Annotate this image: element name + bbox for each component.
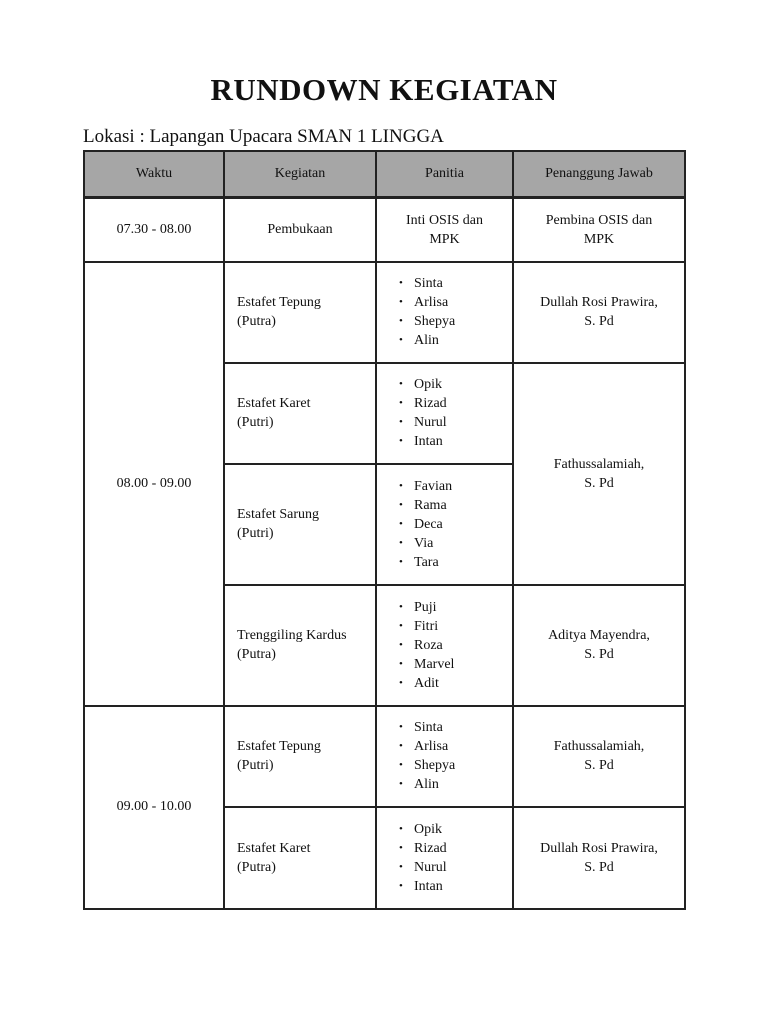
- activity-cell: [224, 464, 376, 585]
- pj-line: Aditya Mayendra,: [548, 628, 650, 643]
- table-row: [84, 706, 685, 807]
- activity-name: Estafet Tepung: [237, 295, 321, 310]
- panitia-cell: [376, 198, 513, 262]
- time-cell: 07.30 - 08.00: [84, 198, 224, 262]
- rundown-table: [83, 150, 686, 910]
- activity-category: (Putri): [237, 526, 274, 541]
- list-item: • Shepya: [399, 312, 512, 331]
- panitia-cell: [376, 464, 513, 585]
- list-item: • Puji: [399, 598, 512, 617]
- list-item: • Arlisa: [399, 737, 512, 756]
- activity-category: (Putra): [237, 314, 276, 329]
- panitia-cell: [376, 585, 513, 706]
- list-item: • Alin: [399, 775, 512, 794]
- activity-name: Estafet Karet: [237, 396, 311, 411]
- pj-line: MPK: [583, 231, 615, 247]
- table-header-row: [84, 151, 685, 198]
- table-row: [84, 262, 685, 363]
- panitia-list: [377, 477, 512, 572]
- panitia-cell: [376, 807, 513, 909]
- document-title: RUNDOWN KEGIATAN: [210, 72, 558, 107]
- pj-line: S. Pd: [584, 758, 614, 773]
- list-item: • Fitri: [399, 617, 512, 636]
- header-penanggung-jawab: Penanggung Jawab: [513, 151, 685, 198]
- list-item: • Rizad: [399, 839, 512, 858]
- panitia-list: [377, 375, 512, 451]
- panitia-list: [377, 274, 512, 350]
- panitia-line: Inti OSIS dan: [406, 212, 483, 228]
- list-item: • Marvel: [399, 655, 512, 674]
- pj-cell: [513, 706, 685, 807]
- pj-line: S. Pd: [584, 314, 614, 329]
- panitia-list: [377, 820, 512, 896]
- pj-line: Fathussalamiah,: [553, 456, 645, 472]
- activity-cell: [224, 807, 376, 909]
- activity-name: Trenggiling Kardus: [237, 628, 347, 643]
- list-item: • Rama: [399, 496, 512, 515]
- list-item: • Rizad: [399, 394, 512, 413]
- pj-cell: [513, 807, 685, 909]
- list-item: • Via: [399, 534, 512, 553]
- pj-line: S. Pd: [584, 859, 614, 875]
- list-item: • Adit: [399, 674, 512, 693]
- pj-cell: [513, 585, 685, 706]
- list-item: • Opik: [399, 820, 512, 839]
- pj-cell: [513, 262, 685, 363]
- list-item: • Roza: [399, 636, 512, 655]
- activity-name: Estafet Tepung: [237, 739, 321, 754]
- activity-name: Estafet Sarung: [237, 507, 320, 522]
- activity-cell: [224, 706, 376, 807]
- list-item: • Sinta: [399, 274, 512, 293]
- activity-category: (Putra): [237, 859, 276, 875]
- list-item: • Tara: [399, 553, 512, 572]
- activity-category: (Putri): [237, 758, 274, 773]
- panitia-cell: [376, 363, 513, 464]
- activity-name: Pembukaan: [267, 222, 333, 238]
- list-item: • Opik: [399, 375, 512, 394]
- activity-cell: [224, 363, 376, 464]
- time-cell: 09.00 - 10.00: [84, 706, 224, 909]
- header-panitia: Panitia: [376, 151, 513, 198]
- panitia-list: [377, 718, 512, 794]
- list-item: • Intan: [399, 877, 512, 896]
- location-line: Lokasi : Lapangan Upacara SMAN 1 LINGGA: [83, 126, 444, 147]
- pj-cell: [513, 198, 685, 262]
- list-item: • Nurul: [399, 413, 512, 432]
- activity-category: (Putra): [237, 647, 276, 662]
- panitia-line: MPK: [429, 231, 460, 247]
- pj-line: Dullah Rosi Prawira,: [540, 295, 658, 310]
- activity-category: (Putri): [237, 415, 274, 430]
- activity-cell: [224, 198, 376, 262]
- activity-cell: [224, 262, 376, 363]
- activity-name: Estafet Karet: [237, 840, 311, 856]
- pj-line: Dullah Rosi Prawira,: [540, 840, 658, 856]
- table-row: [84, 198, 685, 262]
- panitia-cell: [376, 262, 513, 363]
- header-kegiatan: Kegiatan: [224, 151, 376, 198]
- header-waktu: Waktu: [84, 151, 224, 198]
- list-item: • Shepya: [399, 756, 512, 775]
- list-item: • Sinta: [399, 718, 512, 737]
- activity-cell: [224, 585, 376, 706]
- list-item: • Favian: [399, 477, 512, 496]
- pj-line: Fathussalamiah,: [553, 739, 645, 754]
- pj-line: S. Pd: [584, 475, 614, 491]
- time-cell: 08.00 - 09.00: [84, 262, 224, 706]
- list-item: • Intan: [399, 432, 512, 451]
- list-item: • Alin: [399, 331, 512, 350]
- list-item: • Arlisa: [399, 293, 512, 312]
- pj-line: Pembina OSIS dan: [545, 212, 653, 228]
- panitia-cell: [376, 706, 513, 807]
- list-item: • Deca: [399, 515, 512, 534]
- pj-line: S. Pd: [584, 647, 614, 662]
- panitia-list: [377, 598, 512, 693]
- pj-cell: [513, 363, 685, 585]
- list-item: • Nurul: [399, 858, 512, 877]
